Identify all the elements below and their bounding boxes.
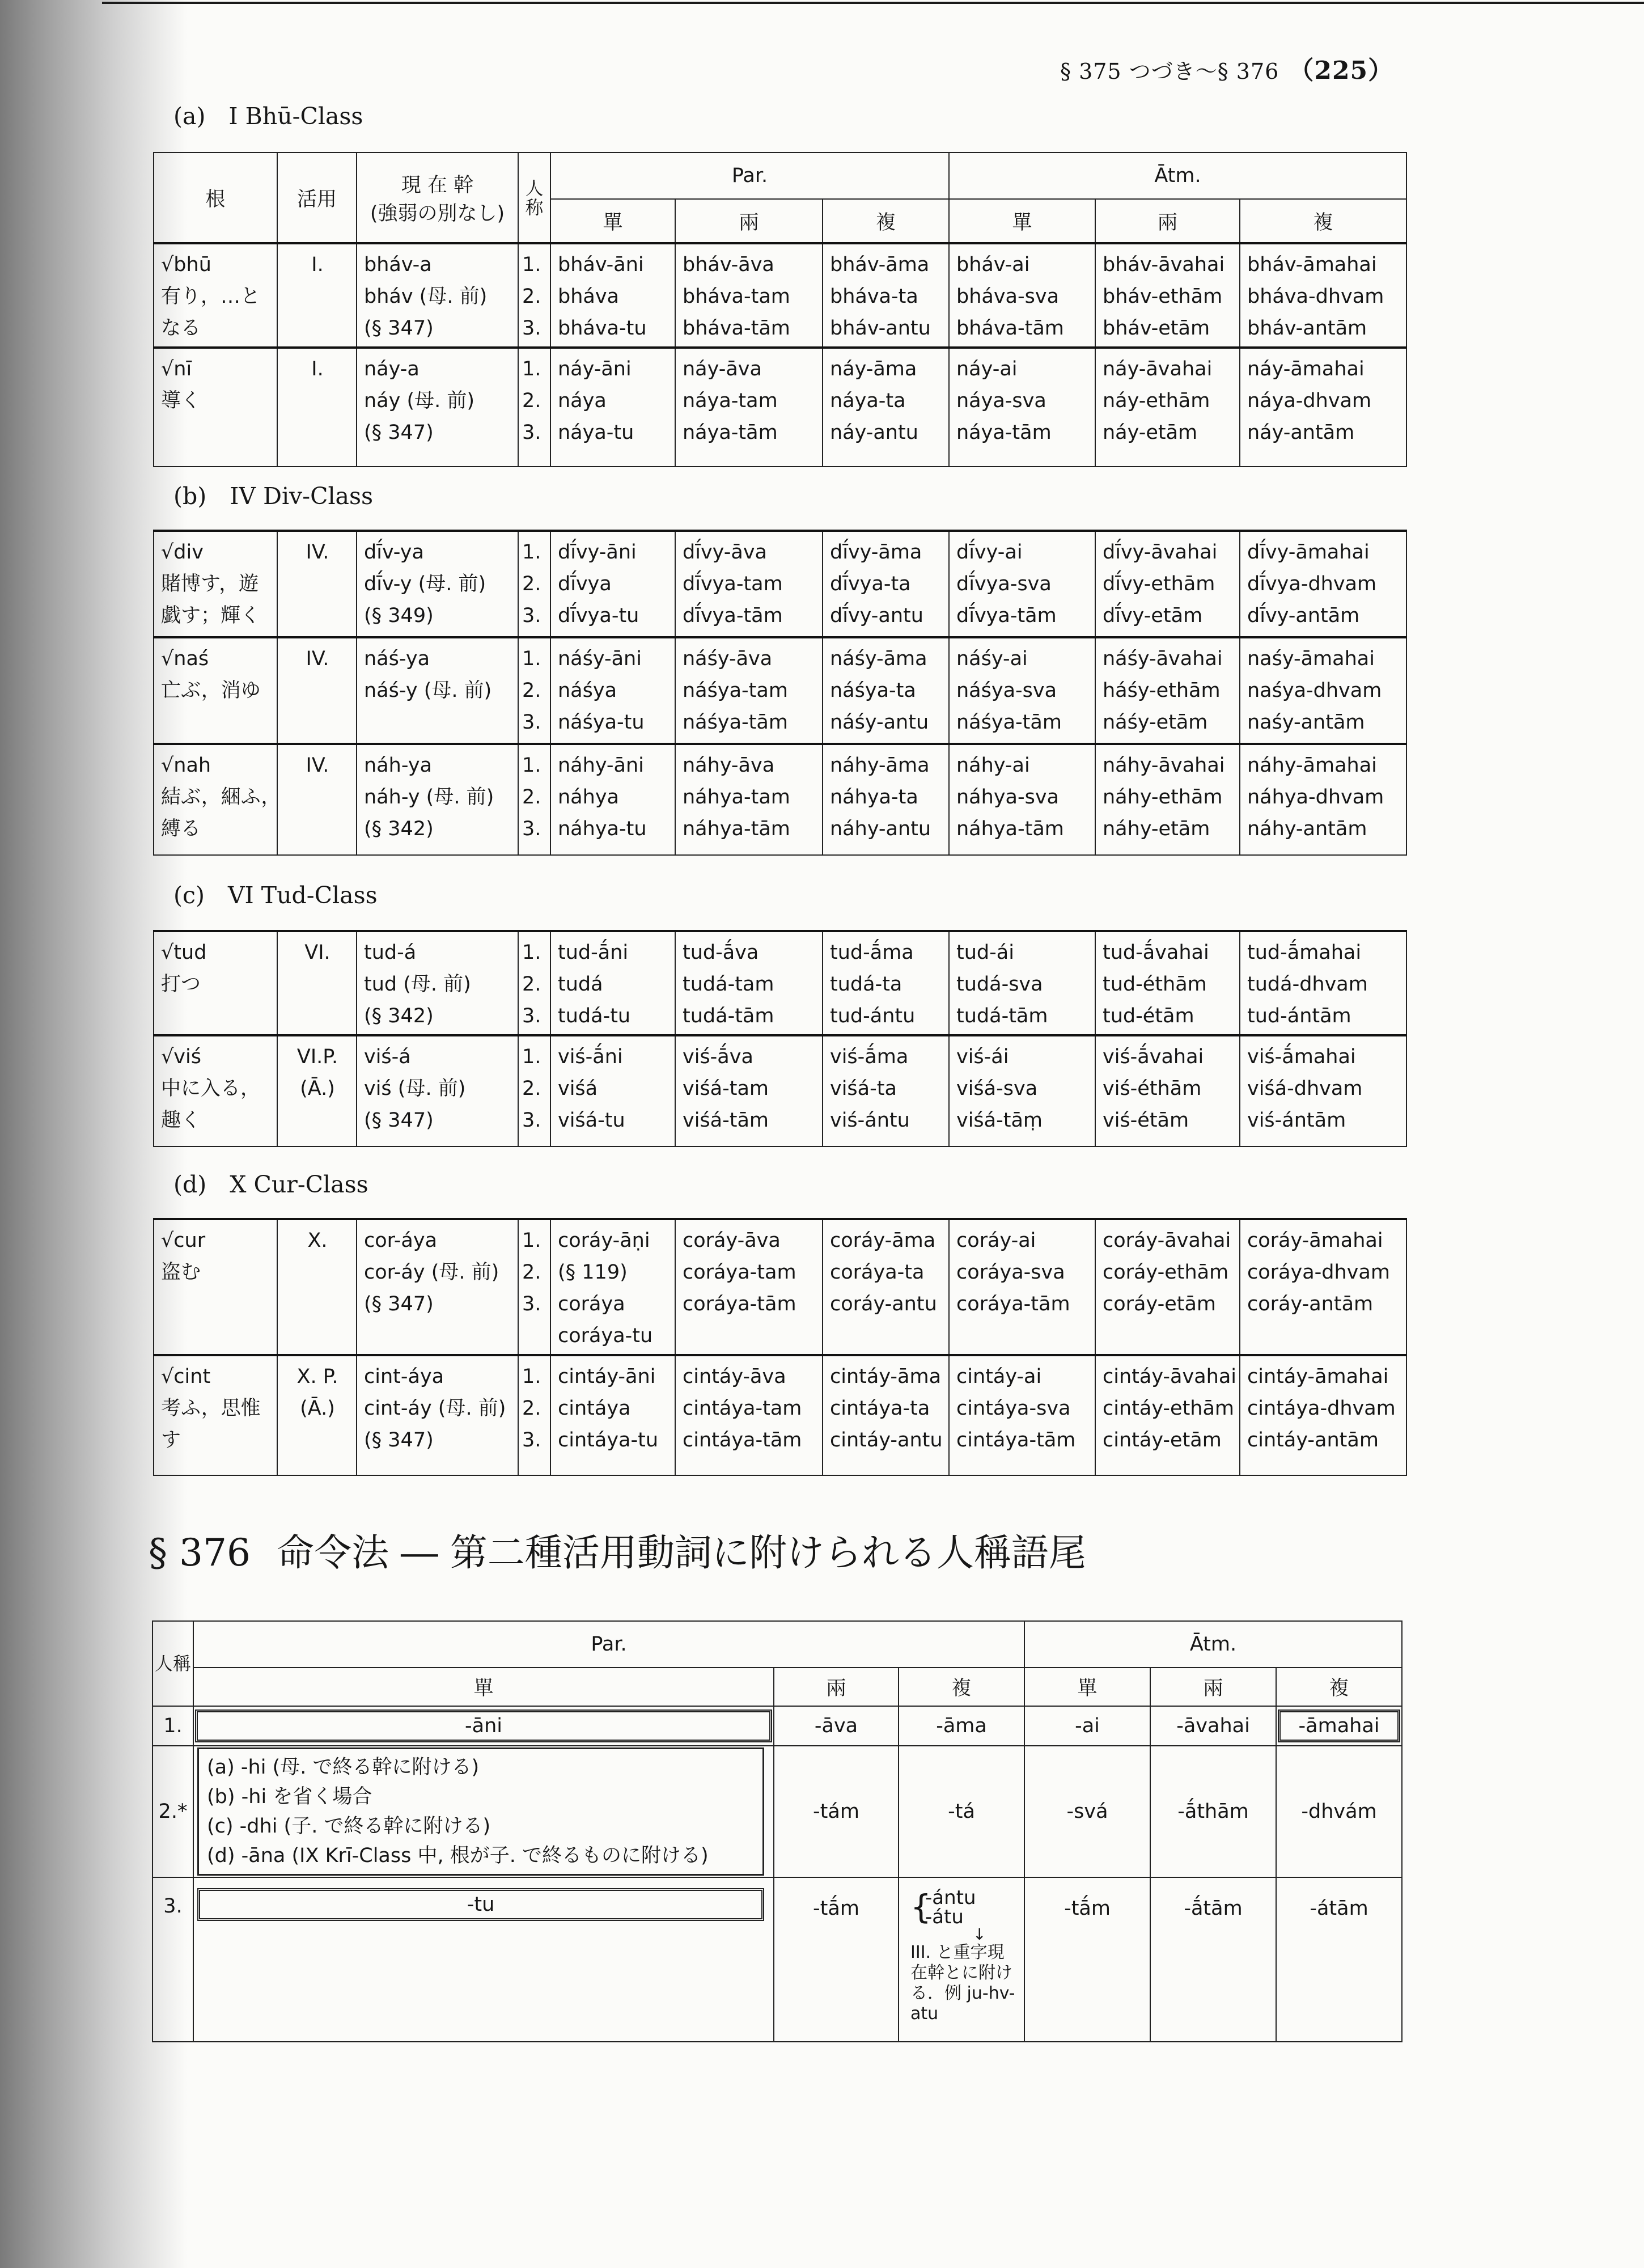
- top-rule: [102, 2, 1644, 4]
- section-376-title: 命令法 ― 第二種活用動詞に附けられる人稱語尾: [276, 1531, 1086, 1575]
- endings-header-atm-pl: 複: [1276, 1668, 1402, 1706]
- person-cell: 1. 2. 3.: [518, 637, 550, 744]
- atm-sg-cell: bháv-ai bháva-sva bháva-tām: [949, 243, 1095, 348]
- conj-class-cell: X.: [277, 1219, 357, 1355]
- atm-du-cell: náhy-āvahai náhy-ethām náhy-etām: [1095, 744, 1240, 855]
- verb-row: [154, 531, 1406, 637]
- header-par-sg: 單: [550, 199, 675, 243]
- stem-cell: bháv-a bháv (母. 前) (§ 347): [357, 243, 518, 348]
- endings-header-atm: Ātm.: [1024, 1621, 1402, 1668]
- atm-du-cell: náy-āvahai náy-ethām náy-etām: [1095, 348, 1240, 467]
- person-cell: 1. 2. 3.: [518, 348, 550, 467]
- conj-class-cell: IV.: [277, 531, 357, 637]
- endings-par-sg: -tu: [193, 1877, 774, 2042]
- par-du-cell: viś-ā́va viśá-tam viśá-tām: [675, 1035, 823, 1146]
- endings-par-pl: -āma: [899, 1706, 1024, 1746]
- par-pl-cell: bháv-āma bháva-ta bháv-antu: [823, 243, 949, 348]
- root-cell: √nī 導く: [154, 348, 277, 467]
- par-du-cell: cintáy-āva cintáya-tam cintáya-tām: [675, 1355, 823, 1475]
- section-b-title: (b) IV Div-Class: [173, 483, 374, 510]
- endings-header-par-pl: 複: [899, 1668, 1024, 1706]
- atm-sg-cell: náśy-ai náśya-sva náśya-tām: [949, 637, 1095, 744]
- person-cell: 1. 2. 3.: [518, 531, 550, 637]
- person-cell: 1. 2. 3.: [518, 1355, 550, 1475]
- verb-row: [154, 348, 1406, 467]
- atm-sg-cell: viś-ái viśá-sva viśá-tāṃ: [949, 1035, 1095, 1146]
- endings-header-person: 人稱: [152, 1621, 193, 1706]
- endings-atm-sg: -ai: [1024, 1706, 1150, 1746]
- par-sg-cell: náhy-āni náhya náhya-tu: [550, 744, 675, 855]
- table-bhu-class: [153, 152, 1407, 467]
- endings-row-2: [152, 1746, 1402, 1877]
- par-du-cell: náhy-āva náhya-tam náhya-tām: [675, 744, 823, 855]
- endings-par-du: -tā́m: [774, 1877, 899, 2042]
- conj-class-cell: IV.: [277, 744, 357, 855]
- atm-pl-cell: tud-ā́mahai tudá-dhvam tud-ántām: [1240, 931, 1406, 1035]
- header-par: Par.: [550, 153, 949, 199]
- atm-sg-cell: náy-ai náya-sva náya-tām: [949, 348, 1095, 467]
- endings-par-pl: -tá: [899, 1746, 1024, 1877]
- endings-person: 3.: [152, 1877, 193, 2042]
- endings-atm-pl: -āmahai: [1276, 1706, 1402, 1746]
- atm-du-cell: tud-ā́vahai tud-éthām tud-étām: [1095, 931, 1240, 1035]
- section-d-title: (d) X Cur-Class: [173, 1171, 368, 1198]
- arrow-down-icon: ↓: [973, 1925, 986, 1944]
- endings-pl-forms: { -ántu -átu: [910, 1886, 976, 1928]
- header-par-du: 兩: [675, 199, 823, 243]
- person-cell: 1. 2. 3.: [518, 931, 550, 1035]
- page-header: [1060, 50, 1393, 86]
- header-atm-pl: 複: [1240, 199, 1406, 243]
- atm-du-cell: náśy-āvahai háśy-ethām náśy-etām: [1095, 637, 1240, 744]
- page-number: （225）: [1301, 56, 1394, 85]
- par-du-cell: dī́vy-āva dī́vya-tam dī́vya-tām: [675, 531, 823, 637]
- conj-class-cell: VI.: [277, 931, 357, 1035]
- endings-par-sg: (a) -hi (母. で終る幹に附ける) (b) -hi を省く場合 (c) -dhi (子. で終る幹に附ける) (d) -āna (IX Krī-Class 中, 根が子. で終るものに附ける): [193, 1746, 774, 1877]
- section-c-title: (c) VI Tud-Class: [173, 882, 378, 909]
- endings-par-du: -āva: [774, 1706, 899, 1746]
- verb-row: [154, 1355, 1406, 1475]
- par-pl-cell: coráy-āma coráya-ta coráy-antu: [823, 1219, 949, 1355]
- atm-du-cell: dī́vy-āvahai dī́vy-ethām dī́vy-etām: [1095, 531, 1240, 637]
- person-cell: 1. 2. 3.: [518, 1035, 550, 1146]
- par-pl-cell: viś-ā́ma viśá-ta viś-ántu: [823, 1035, 949, 1146]
- stem-cell: náś-ya náś-y (母. 前): [357, 637, 518, 744]
- par-pl-cell: náy-āma náya-ta náy-antu: [823, 348, 949, 467]
- par-sg-cell: náy-āni náya náya-tu: [550, 348, 675, 467]
- par-du-cell: coráy-āva coráya-tam coráya-tām: [675, 1219, 823, 1355]
- atm-sg-cell: cintáy-ai cintáya-sva cintáya-tām: [949, 1355, 1095, 1475]
- atm-pl-cell: náy-āmahai náya-dhvam náy-antām: [1240, 348, 1406, 467]
- header-atm: Ātm.: [949, 153, 1406, 199]
- endings-atm-sg: -tā́m: [1024, 1877, 1150, 2042]
- root-cell: √cint 考ふ，思惟 す: [154, 1355, 277, 1475]
- endings-atm-sg: -svá: [1024, 1746, 1150, 1877]
- endings-header-par-sg: 單: [193, 1668, 774, 1706]
- verb-row: [154, 744, 1406, 855]
- root-cell: √bhū 有り，…と なる: [154, 243, 277, 348]
- section-376-heading: [149, 1522, 1086, 1576]
- atm-pl-cell: viś-ā́mahai viśá-dhvam viś-ántām: [1240, 1035, 1406, 1146]
- par-du-cell: náśy-āva náśya-tam náśya-tām: [675, 637, 823, 744]
- root-cell: √div 賭博す，遊 戯す；輝く: [154, 531, 277, 637]
- atm-du-cell: coráy-āvahai coráy-ethām coráy-etām: [1095, 1219, 1240, 1355]
- par-sg-cell: bháv-āni bháva bháva-tu: [550, 243, 675, 348]
- person-cell: 1. 2. 3.: [518, 744, 550, 855]
- endings-par-pl: [899, 1877, 1024, 2042]
- atm-sg-cell: náhy-ai náhya-sva náhya-tām: [949, 744, 1095, 855]
- par-sg-cell: cintáy-āni cintáya cintáya-tu: [550, 1355, 675, 1475]
- par-sg-cell: coráy-āṇi (§ 119) coráya coráya-tu: [550, 1219, 675, 1355]
- person-cell: 1. 2. 3.: [518, 1219, 550, 1355]
- par-pl-cell: náśy-āma náśya-ta náśy-antu: [823, 637, 949, 744]
- table-cur-class: [153, 1218, 1407, 1476]
- conj-class-cell: X. P. (Ā.): [277, 1355, 357, 1475]
- par-pl-cell: tud-ā́ma tudá-ta tud-ántu: [823, 931, 949, 1035]
- verb-row: [154, 637, 1406, 744]
- section-376-number: § 376: [149, 1531, 251, 1575]
- par-sg-cell: viś-ā́ni viśá viśá-tu: [550, 1035, 675, 1146]
- stem-cell: náh-ya náh-y (母. 前) (§ 342): [357, 744, 518, 855]
- stem-cell: náy-a náy (母. 前) (§ 347): [357, 348, 518, 467]
- header-person: 人称: [518, 153, 550, 243]
- endings-row-1: [152, 1706, 1402, 1746]
- endings-header-par-du: 兩: [774, 1668, 899, 1706]
- par-pl-cell: dī́vy-āma dī́vya-ta dī́vy-antu: [823, 531, 949, 637]
- endings-person: 1.: [152, 1706, 193, 1746]
- endings-pl-note: III. と重字現在幹とに附ける．例 ju-hv-atu: [910, 1943, 1015, 2024]
- atm-pl-cell: naśy-āmahai naśya-dhvam naśy-antām: [1240, 637, 1406, 744]
- section-range: § 375 つづき～§ 376: [1060, 59, 1279, 84]
- endings-person: 2.*: [152, 1746, 193, 1877]
- root-cell: √tud 打つ: [154, 931, 277, 1035]
- par-sg-cell: tud-ā́ni tudá tudá-tu: [550, 931, 675, 1035]
- atm-pl-cell: cintáy-āmahai cintáya-dhvam cintáy-antām: [1240, 1355, 1406, 1475]
- table-tud-class: [153, 930, 1407, 1147]
- atm-sg-cell: tud-ái tudá-sva tudá-tām: [949, 931, 1095, 1035]
- atm-du-cell: cintáy-āvahai cintáy-ethām cintáy-etām: [1095, 1355, 1240, 1475]
- par-pl-cell: cintáy-āma cintáya-ta cintáy-antu: [823, 1355, 949, 1475]
- header-conj: 活用: [277, 153, 357, 243]
- atm-pl-cell: bháv-āmahai bháva-dhvam bháv-antām: [1240, 243, 1406, 348]
- endings-header-atm-sg: 單: [1024, 1668, 1150, 1706]
- atm-sg-cell: dī́vy-ai dī́vya-sva dī́vya-tām: [949, 531, 1095, 637]
- stem-cell: dī́v-ya dī́v-y (母. 前) (§ 349): [357, 531, 518, 637]
- root-cell: √nah 結ぶ，綑ふ， 縛る: [154, 744, 277, 855]
- verb-row: [154, 243, 1406, 348]
- conj-class-cell: IV.: [277, 637, 357, 744]
- endings-par-du: -tám: [774, 1746, 899, 1877]
- par-pl-cell: náhy-āma náhya-ta náhy-antu: [823, 744, 949, 855]
- stem-cell: tud-á tud (母. 前) (§ 342): [357, 931, 518, 1035]
- person-cell: 1. 2. 3.: [518, 243, 550, 348]
- endings-atm-pl: -átām: [1276, 1877, 1402, 2042]
- header-atm-sg: 單: [949, 199, 1095, 243]
- par-sg-cell: náśy-āni náśya náśya-tu: [550, 637, 675, 744]
- table-imperative-endings: [152, 1620, 1403, 2042]
- conj-class-cell: I.: [277, 348, 357, 467]
- endings-atm-du: -āvahai: [1150, 1706, 1276, 1746]
- stem-cell: viś-á viś (母. 前) (§ 347): [357, 1035, 518, 1146]
- atm-du-cell: bháv-āvahai bháv-ethām bháv-etām: [1095, 243, 1240, 348]
- root-cell: √cur 盗む: [154, 1219, 277, 1355]
- verb-row: [154, 1219, 1406, 1355]
- header-root: 根: [154, 153, 277, 243]
- atm-pl-cell: dī́vy-āmahai dī́vya-dhvam dī́vy-antām: [1240, 531, 1406, 637]
- root-cell: √naś 亡ぶ，消ゆ: [154, 637, 277, 744]
- par-du-cell: bháv-āva bháva-tam bháva-tām: [675, 243, 823, 348]
- header-par-pl: 複: [823, 199, 949, 243]
- root-cell: √viś 中に入る， 趣く: [154, 1035, 277, 1146]
- endings-atm-du: -ā́thām: [1150, 1746, 1276, 1877]
- verb-row: [154, 1035, 1406, 1146]
- atm-sg-cell: coráy-ai coráya-sva coráya-tām: [949, 1219, 1095, 1355]
- endings-header-par: Par.: [193, 1621, 1024, 1668]
- endings-par-sg: -āni: [193, 1706, 774, 1746]
- stem-cell: cint-áya cint-áy (母. 前) (§ 347): [357, 1355, 518, 1475]
- verb-row: [154, 931, 1406, 1035]
- atm-du-cell: viś-ā́vahai viś-éthām viś-étām: [1095, 1035, 1240, 1146]
- section-a-title: (a) I Bhū-Class: [173, 103, 363, 130]
- conj-class-cell: VI.P. (Ā.): [277, 1035, 357, 1146]
- stem-cell: cor-áya cor-áy (母. 前) (§ 347): [357, 1219, 518, 1355]
- par-du-cell: tud-ā́va tudá-tam tudá-tām: [675, 931, 823, 1035]
- atm-pl-cell: náhy-āmahai náhya-dhvam náhy-antām: [1240, 744, 1406, 855]
- endings-atm-du: -ā́tām: [1150, 1877, 1276, 2042]
- endings-atm-pl: -dhvám: [1276, 1746, 1402, 1877]
- par-du-cell: náy-āva náya-tam náya-tām: [675, 348, 823, 467]
- endings-header-atm-du: 兩: [1150, 1668, 1276, 1706]
- endings-row-3: [152, 1877, 1402, 2042]
- header-atm-du: 兩: [1095, 199, 1240, 243]
- par-sg-cell: dī́vy-āni dī́vya dī́vya-tu: [550, 531, 675, 637]
- atm-pl-cell: coráy-āmahai coráya-dhvam coráy-antām: [1240, 1219, 1406, 1355]
- header-stem: 現 在 幹 (強弱の別なし): [357, 153, 518, 243]
- table-div-class: [153, 530, 1407, 856]
- conj-class-cell: I.: [277, 243, 357, 348]
